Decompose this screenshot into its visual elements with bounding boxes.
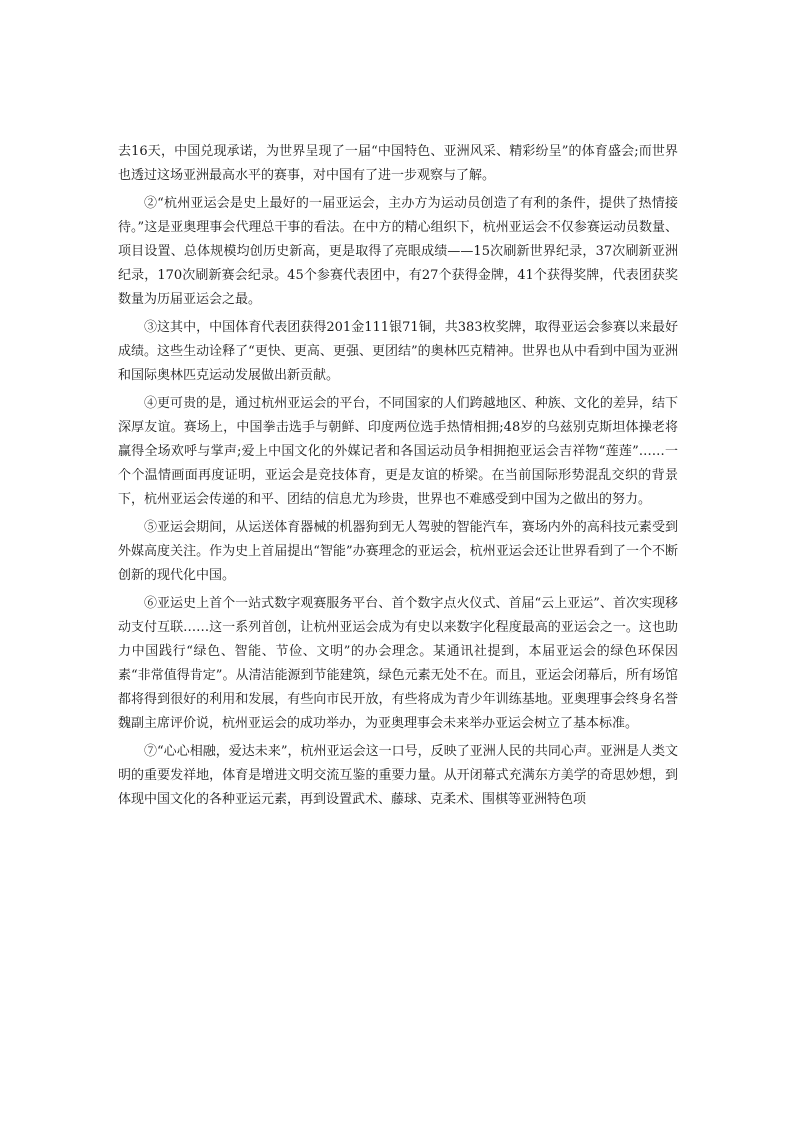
- paragraph-2: ②“杭州亚运会是史上最好的一届亚运会，主办方为运动员创造了有利的条件，提供了热情接待。”这是亚奥理事会代理总干事的看法。在中方的精心组织下，杭州亚运会不仅参赛运动员数量、项目设置、总体规模均创历史新高，更是取得了亮眼成绩——15次刷新世界纪录，37次刷新亚洲纪录，170次刷新赛会纪录。45个参赛代表团中，有27个获得金牌，41个获得奖牌，代表团获奖数量为历届亚运会之最。: [118, 196, 678, 307]
- paragraph-4: ④更可贵的是，通过杭州亚运会的平台，不同国家的人们跨越地区、种族、文化的差异，结下深厚友谊。赛场上，中国拳击选手与朝鲜、印度两位选手热情相拥;48岁的乌兹别克斯坦体操老将赢得全场欢呼与掌声;爱上中国文化的外媒记者和各国运动员争相拥抱亚运会吉祥物“莲莲”……一个个温情画面再度证明，亚运会是竞技体育，更是友谊的桥梁。在当前国际形势混乱交织的背景下，杭州亚运会传递的和平、团结的信息尤为珍贵，世界也不难感受到中国为之做出的努力。: [118, 396, 678, 507]
- paragraph-5: ⑤亚运会期间，从运送体育器械的机器狗到无人驾驶的智能汽车，赛场内外的高科技元素受到外媒高度关注。作为史上首届提出“智能”办赛理念的亚运会，杭州亚运会还让世界看到了一个不断创新的现代化中国。: [118, 520, 678, 583]
- paragraph-3: ③这其中，中国体育代表团获得201金111银71铜，共383枚奖牌，取得亚运会参赛以来最好成绩。这些生动诠释了“更快、更高、更强、更团结”的奥林匹克精神。世界也从中看到中国为亚洲和国际奥林匹克运动发展做出新贡献。: [118, 320, 678, 383]
- article-body: [118, 140, 678, 816]
- paragraph-continued: 去16天，中国兑现承诺，为世界呈现了一届“中国特色、亚洲风采、精彩纷呈”的体育盛会;而世界也透过这场亚洲最高水平的赛事，对中国有了进一步观察与了解。: [118, 144, 678, 183]
- paragraph-6: ⑥亚运史上首个一站式数字观赛服务平台、首个数字点火仪式、首届“云上亚运”、首次实现移动支付互联……这一系列首创，让杭州亚运会成为有史以来数字化程度最高的亚运会之一。这也助力中国践行“绿色、智能、节俭、文明”的办会理念。某通讯社提到，本届亚运会的绿色环保因素“非常值得肯定”。从清洁能源到节能建筑，绿色元素无处不在。而且，亚运会闭幕后，所有场馆都将得到很好的利用和发展，有些向市民开放，有些将成为青少年训练基地。亚奥理事会终身名誉魏副主席评价说，杭州亚运会的成功举办，为亚奥理事会未来举办亚运会树立了基本标准。: [118, 596, 678, 731]
- paragraph-7: ⑦“心心相融，爱达未来”，杭州亚运会这一口号，反映了亚洲人民的共同心声。亚洲是人类文明的重要发祥地，体育是增进文明交流互鉴的重要力量。从开闭幕式充满东方美学的奇思妙想，到体现中国文化的各种亚运元素，再到设置武术、藤球、克柔术、围棋等亚洲特色项: [118, 744, 678, 807]
